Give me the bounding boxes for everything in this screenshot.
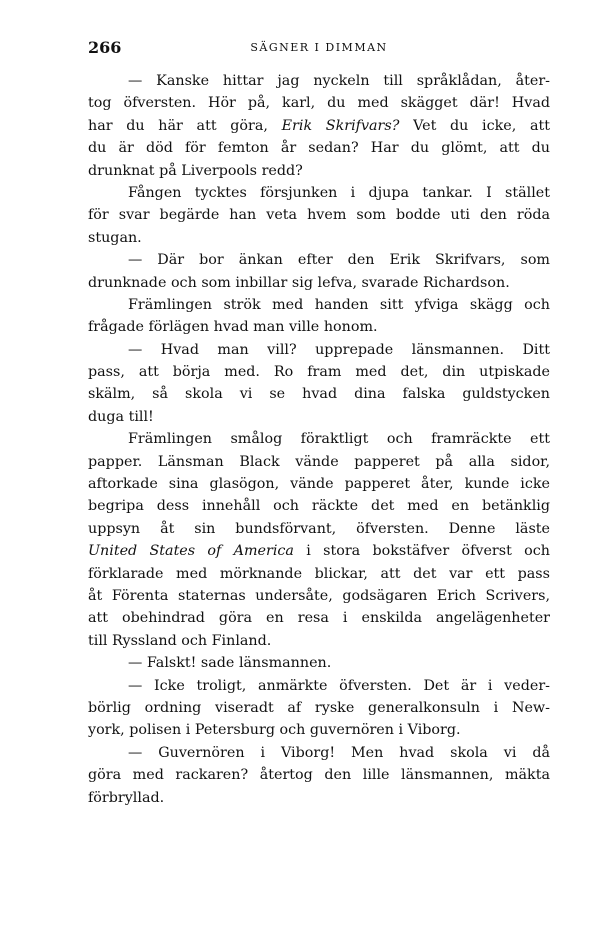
text-line bbox=[88, 787, 550, 809]
text-segment: aftorkade sina glasögon, vände papperet åter, kunde icke bbox=[88, 476, 550, 493]
text-segment: frågade förlägen hvad man ville honom. bbox=[88, 319, 378, 336]
text-line bbox=[88, 764, 550, 786]
text-line bbox=[88, 675, 550, 697]
text-segment: Främlingen strök med handen sitt yfviga skägg och bbox=[128, 296, 550, 313]
text-line bbox=[88, 451, 550, 473]
text-segment: skälm, så skola vi se hvad dina falska guldstycken bbox=[88, 386, 550, 403]
text-segment: drunknat på Liverpools redd? bbox=[88, 162, 303, 179]
italic-text: United States of America bbox=[88, 543, 294, 560]
text-segment: Fången tycktes försjunken i djupa tankar. I stället bbox=[128, 184, 550, 201]
text-segment: pass, att börja med. Ro fram med det, din utpiskade bbox=[88, 364, 550, 381]
text-segment: — Hvad man vill? upprepade länsmannen. Ditt bbox=[128, 341, 550, 358]
text-segment: tog öfversten. Hör på, karl, du med skägget där! Hvad bbox=[88, 95, 550, 112]
running-title: SÄGNER I DIMMAN bbox=[250, 41, 388, 54]
text-line bbox=[88, 428, 550, 450]
text-line bbox=[88, 383, 550, 405]
text-line bbox=[88, 182, 550, 204]
text-segment: uppsyn åt sin bundsförvant, öfversten. Denne läste bbox=[88, 520, 550, 537]
text-line bbox=[88, 540, 550, 562]
text-line bbox=[88, 607, 550, 629]
text-line bbox=[88, 249, 550, 271]
text-line bbox=[88, 406, 550, 428]
text-line bbox=[88, 115, 550, 137]
text-segment: begripa dess innehåll och räckte det med en betänklig bbox=[88, 498, 550, 515]
text-line bbox=[88, 204, 550, 226]
text-line bbox=[88, 742, 550, 764]
text-segment: york, polisen i Petersburg och guvernören i Viborg. bbox=[88, 722, 461, 739]
text-segment: duga till! bbox=[88, 408, 154, 425]
text-line bbox=[88, 361, 550, 383]
text-line bbox=[88, 339, 550, 361]
text-line bbox=[88, 137, 550, 159]
text-segment: förklarade med mörknande blickar, att det var ett pass bbox=[88, 565, 550, 582]
text-line bbox=[88, 272, 550, 294]
text-line bbox=[88, 294, 550, 316]
text-segment: Främlingen smålog föraktligt och framräckte ett bbox=[128, 431, 550, 448]
text-segment: göra med rackaren? återtog den lille länsmannen, mäkta bbox=[88, 767, 550, 784]
text-segment: börlig ordning viseradt af ryske generalkonsuln i New- bbox=[88, 699, 550, 716]
text-line bbox=[88, 518, 550, 540]
text-segment: i stora bokstäfver öfverst och bbox=[293, 543, 550, 560]
text-segment: — Falskt! sade länsmannen. bbox=[128, 655, 332, 672]
text-segment: papper. Länsman Black vände papperet på alla sidor, bbox=[88, 453, 550, 470]
text-segment: till Ryssland och Finland. bbox=[88, 632, 272, 649]
text-line bbox=[88, 227, 550, 249]
text-line bbox=[88, 316, 550, 338]
text-segment: förbryllad. bbox=[88, 789, 165, 806]
text-segment: — Icke troligt, anmärkte öfversten. Det är i veder- bbox=[128, 677, 550, 694]
text-segment: stugan. bbox=[88, 229, 142, 246]
text-segment: har du här att göra, bbox=[88, 117, 282, 134]
text-segment: Vet du icke, att bbox=[399, 117, 550, 134]
text-line bbox=[88, 585, 550, 607]
text-line bbox=[88, 563, 550, 585]
text-line bbox=[88, 652, 550, 674]
text-segment: — Kanske hittar jag nyckeln till språklådan, åter- bbox=[128, 73, 550, 89]
italic-text: Erik Skrifvars? bbox=[281, 117, 400, 134]
page-header bbox=[88, 38, 550, 62]
body-text bbox=[88, 70, 550, 809]
page-number: 266 bbox=[88, 38, 122, 57]
text-segment: åt Förenta staternas undersåte, godsägaren Erich Scrivers, bbox=[88, 587, 550, 604]
text-segment: du är död för femton år sedan? Har du glömt, att du bbox=[88, 140, 550, 157]
text-line bbox=[88, 70, 550, 92]
text-line bbox=[88, 160, 550, 182]
text-segment: — Där bor änkan efter den Erik Skrifvars, som bbox=[128, 252, 550, 269]
text-segment: drunknade och som inbillar sig lefva, svarade Richardson. bbox=[88, 274, 510, 291]
text-line bbox=[88, 473, 550, 495]
text-segment: för svar begärde han veta hvem som bodde uti den röda bbox=[88, 207, 550, 224]
text-line bbox=[88, 719, 550, 741]
text-segment: att obehindrad göra en resa i enskilda angelägenheter bbox=[88, 610, 550, 627]
text-line bbox=[88, 495, 550, 517]
text-line bbox=[88, 697, 550, 719]
text-line bbox=[88, 630, 550, 652]
text-segment: — Guvernören i Viborg! Men hvad skola vi då bbox=[128, 744, 550, 761]
text-line bbox=[88, 92, 550, 114]
